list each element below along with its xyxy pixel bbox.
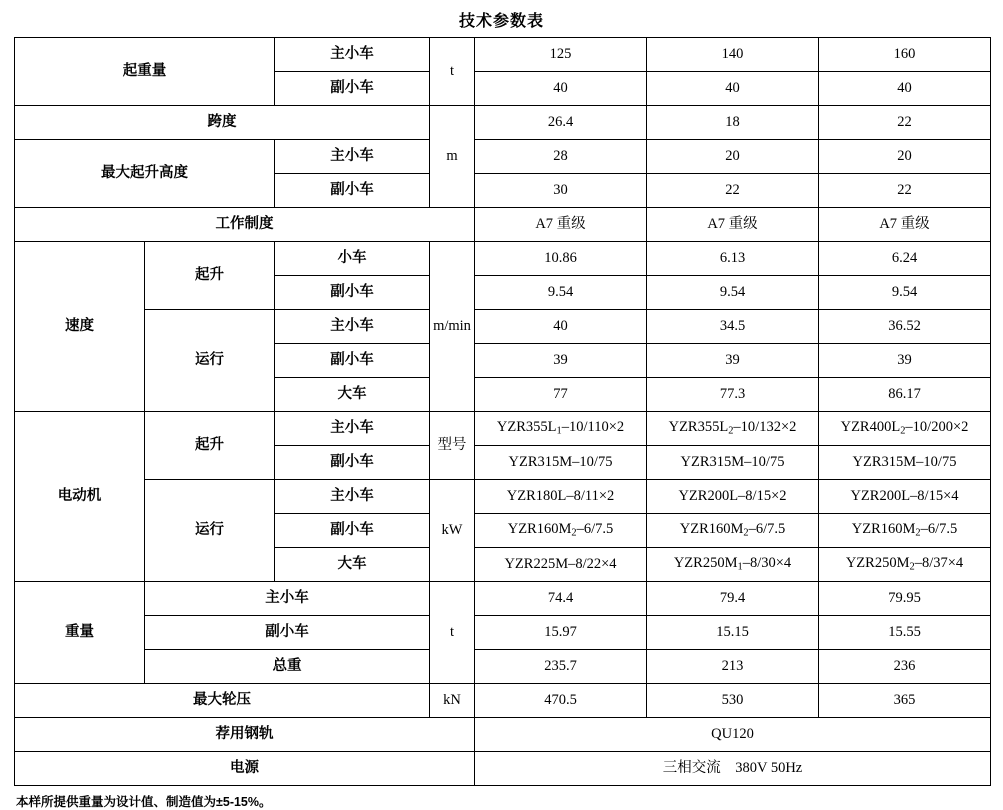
value-cell: 9.54 (647, 276, 819, 310)
value-cell: 40 (475, 310, 647, 344)
sub-label-aux-trolley: 副小车 (275, 72, 430, 106)
unit-speed: m/min (430, 242, 475, 412)
value-cell: 40 (647, 72, 819, 106)
value-cell: $YZR355L_2-10/132\times 2$ (647, 412, 819, 446)
value-cell: YZR315M–10/75 (647, 446, 819, 480)
value-cell: 77 (475, 378, 647, 412)
row-label-recommended-rail: 荐用钢轨 (15, 718, 475, 752)
value-cell: 20 (819, 140, 991, 174)
value-cell: 36.52 (819, 310, 991, 344)
sub-label-main-trolley: 主小车 (145, 582, 430, 616)
value-cell: 9.54 (475, 276, 647, 310)
value-cell: YZR315M–10/75 (819, 446, 991, 480)
sub-label-aux-trolley: 副小车 (275, 344, 430, 378)
table-row (15, 208, 991, 242)
value-cell: QU120 (475, 718, 991, 752)
unit-lifting-capacity: t (430, 38, 475, 106)
value-cell: 22 (819, 106, 991, 140)
page-title: 技术参数表 (458, 13, 544, 30)
value-cell: $YZR400L_2-10/200\times 2$ (819, 412, 991, 446)
value-cell: 86.17 (819, 378, 991, 412)
value-cell: 160 (819, 38, 991, 72)
sub-label-crane: 大车 (275, 378, 430, 412)
value-cell: YZR180L–8/11×2 (475, 480, 647, 514)
spec-table (14, 37, 991, 786)
value-cell: 39 (647, 344, 819, 378)
sub-label-aux-trolley: 副小车 (275, 174, 430, 208)
table-row (15, 412, 991, 446)
value-cell: 30 (475, 174, 647, 208)
table-row (15, 718, 991, 752)
value-cell: 28 (475, 140, 647, 174)
value-cell: 34.5 (647, 310, 819, 344)
table-row (15, 310, 991, 344)
group-label-travel: 运行 (145, 480, 275, 582)
value-cell: A7 重级 (647, 208, 819, 242)
value-cell: 236 (819, 650, 991, 684)
group-label-hoist: 起升 (145, 242, 275, 310)
value-cell: $YZR160M_2-6/7.5$ (819, 514, 991, 548)
value-cell: 40 (475, 72, 647, 106)
unit-length: m (430, 106, 475, 208)
row-label-motor: 电动机 (15, 412, 145, 582)
value-cell: 213 (647, 650, 819, 684)
row-label-power-supply: 电源 (15, 752, 475, 786)
row-label-max-wheel-load: 最大轮压 (15, 684, 430, 718)
group-label-travel: 运行 (145, 310, 275, 412)
row-label-weight: 重量 (15, 582, 145, 684)
value-cell: 39 (819, 344, 991, 378)
value-cell: 15.97 (475, 616, 647, 650)
value-cell: 15.15 (647, 616, 819, 650)
value-cell: 140 (647, 38, 819, 72)
sub-label-trolley: 小车 (275, 242, 430, 276)
value-cell: 20 (647, 140, 819, 174)
sub-label-crane: 大车 (275, 548, 430, 582)
row-label-speed: 速度 (15, 242, 145, 412)
value-cell: 39 (475, 344, 647, 378)
value-cell: 125 (475, 38, 647, 72)
table-row (15, 684, 991, 718)
value-cell: 15.55 (819, 616, 991, 650)
value-cell: $YZR250M_1-8/30\times 4$ (647, 548, 819, 582)
sub-label-aux-trolley: 副小车 (275, 446, 430, 480)
row-label-lifting-capacity: 起重量 (15, 38, 275, 106)
table-row (15, 38, 991, 72)
value-cell: 22 (647, 174, 819, 208)
table-row (15, 140, 991, 174)
value-cell: 6.24 (819, 242, 991, 276)
value-cell: 79.4 (647, 582, 819, 616)
table-row (15, 106, 991, 140)
value-cell: 365 (819, 684, 991, 718)
value-cell: YZR200L–8/15×2 (647, 480, 819, 514)
value-cell: $YZR160M_2-6/7.5$ (647, 514, 819, 548)
row-label-span: 跨度 (15, 106, 430, 140)
sub-label-aux-trolley: 副小车 (145, 616, 430, 650)
value-cell: 三相交流 380V 50Hz (475, 752, 991, 786)
value-cell: 22 (819, 174, 991, 208)
unit-wheel-load: kN (430, 684, 475, 718)
value-cell: 235.7 (475, 650, 647, 684)
value-cell: YZR315M–10/75 (475, 446, 647, 480)
value-cell: A7 重级 (475, 208, 647, 242)
value-cell: 530 (647, 684, 819, 718)
value-cell: YZR200L–8/15×4 (819, 480, 991, 514)
table-row (15, 242, 991, 276)
table-row (15, 480, 991, 514)
row-label-work-duty: 工作制度 (15, 208, 475, 242)
row-label-max-lift-height: 最大起升高度 (15, 140, 275, 208)
sub-label-aux-trolley: 副小车 (275, 276, 430, 310)
sub-label-main-trolley: 主小车 (275, 480, 430, 514)
sub-label-aux-trolley: 副小车 (275, 514, 430, 548)
sub-label-total-weight: 总重 (145, 650, 430, 684)
value-cell: 470.5 (475, 684, 647, 718)
table-row (15, 616, 991, 650)
sub-label-main-trolley: 主小车 (275, 412, 430, 446)
value-cell: 77.3 (647, 378, 819, 412)
value-cell: $YZR355L_1-10/110\times 2$ (475, 412, 647, 446)
sub-label-main-trolley: 主小车 (275, 38, 430, 72)
value-cell: 18 (647, 106, 819, 140)
unit-motor-power: kW (430, 480, 475, 582)
value-cell: 26.4 (475, 106, 647, 140)
value-cell: $YZR160M_2-6/7.5$ (475, 514, 647, 548)
value-cell: 40 (819, 72, 991, 106)
group-label-hoist: 起升 (145, 412, 275, 480)
sub-label-main-trolley: 主小车 (275, 310, 430, 344)
value-cell: $YZR250M_2-8/37\times 4$ (819, 548, 991, 582)
table-row (15, 752, 991, 786)
table-row (15, 582, 991, 616)
value-cell: YZR225M–8/22×4 (475, 548, 647, 582)
value-cell: 6.13 (647, 242, 819, 276)
unit-weight: t (430, 582, 475, 684)
sub-label-main-trolley: 主小车 (275, 140, 430, 174)
value-cell: 74.4 (475, 582, 647, 616)
unit-motor-model: 型号 (430, 412, 475, 480)
value-cell: 10.86 (475, 242, 647, 276)
value-cell: A7 重级 (819, 208, 991, 242)
footnote: 本样所提供重量为设计值、制造值为±5-15%。 (16, 795, 272, 809)
table-row (15, 650, 991, 684)
value-cell: 79.95 (819, 582, 991, 616)
value-cell: 9.54 (819, 276, 991, 310)
